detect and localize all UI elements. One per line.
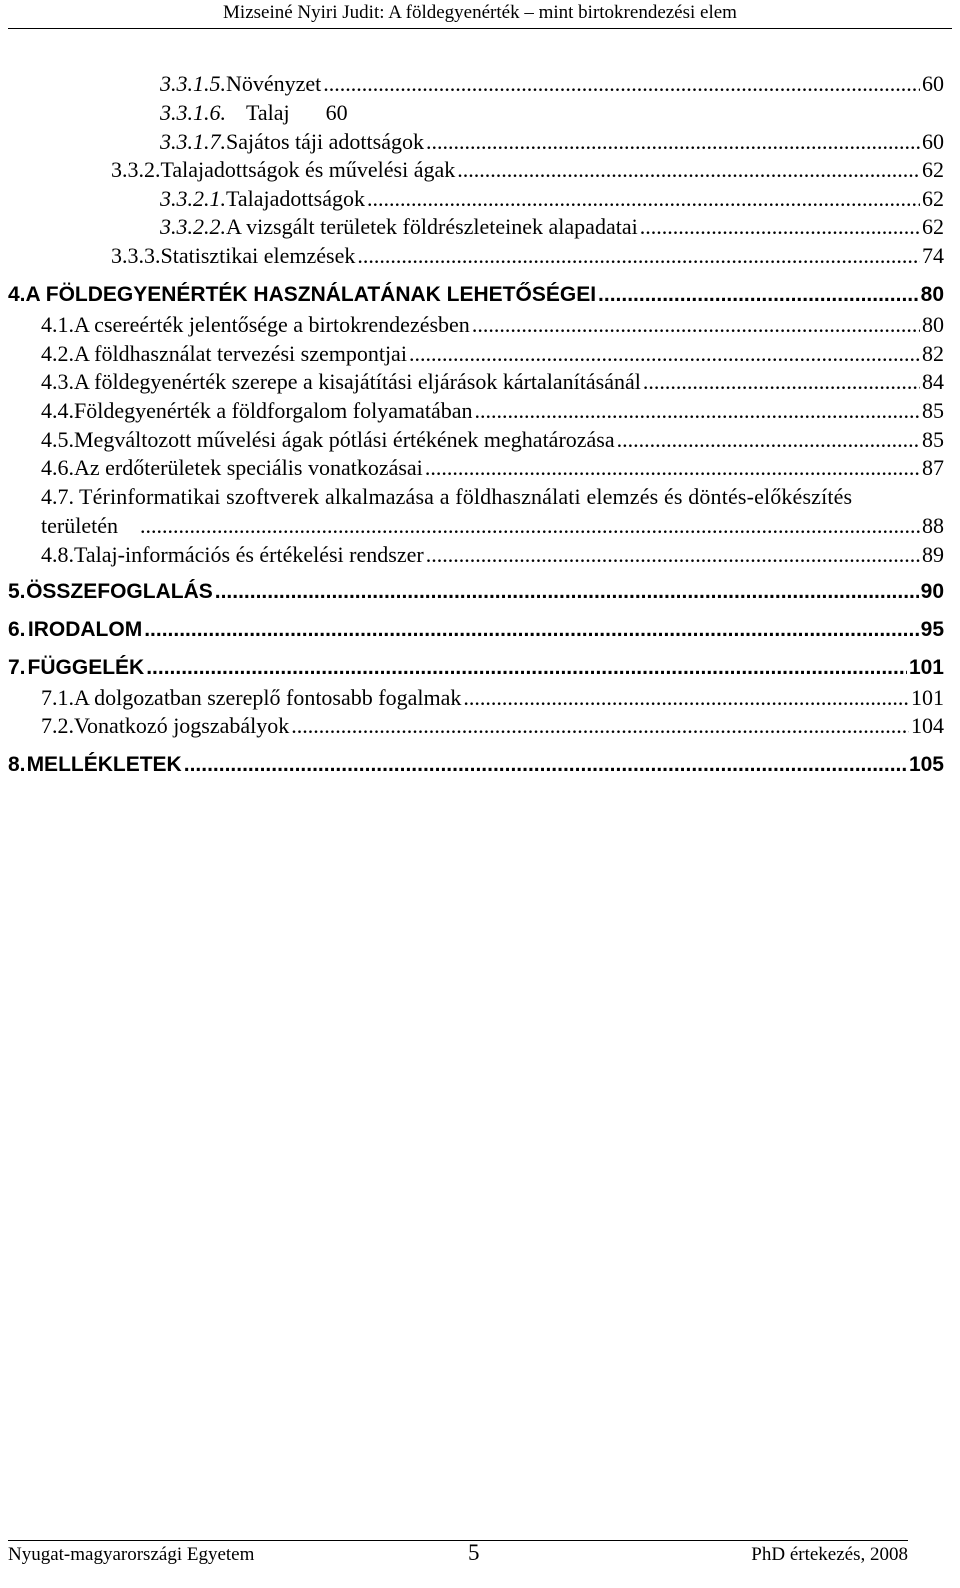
toc-entry-title: MELLÉKLETEK <box>26 753 182 776</box>
toc-entry-6[interactable] <box>8 618 944 642</box>
toc-entry-4[interactable] <box>8 283 944 307</box>
toc-entry-title: IRODALOM <box>27 618 143 641</box>
page-footer <box>8 1542 908 1572</box>
toc-entry-number: 4.4. <box>41 398 74 423</box>
toc-entry-number: 4. <box>8 283 26 306</box>
toc-entry-number: 4.2. <box>41 341 74 366</box>
toc-entry-page: 60 <box>922 129 944 154</box>
toc-entry-number: 3.3.1.6. <box>160 100 226 125</box>
toc-entry-number: 7.1. <box>41 685 74 710</box>
toc-dot-leader <box>367 186 920 212</box>
toc-entry-number: 3.3.1.5. <box>160 71 226 96</box>
toc-entry-number: 7.2. <box>41 713 74 738</box>
toc-entry-page: 60 <box>325 100 348 125</box>
toc-entry-number: 8. <box>8 753 26 776</box>
toc-entry-title: Megváltozott művelési ágak pótlási értékének meghatározása <box>74 427 615 452</box>
toc-entry-3-3-2-2[interactable] <box>160 214 944 240</box>
toc-entry-page: 104 <box>911 713 944 738</box>
toc-entry-3-3-2-1[interactable] <box>160 186 944 212</box>
toc-entry-title: A földegyenérték szerepe a kisajátítási eljárások kártalanításánál <box>74 369 641 394</box>
toc-entry-title: Talajadottságok <box>226 186 365 211</box>
toc-entry-number: 3.3.1.7. <box>160 129 226 154</box>
toc-entry-7-2[interactable] <box>41 713 944 739</box>
toc-dot-leader <box>357 243 920 269</box>
toc-entry-4-4[interactable] <box>41 398 944 424</box>
toc-entry-title: A vizsgált területek földrészleteinek alapadatai <box>226 214 638 239</box>
toc-entry-title: A FÖLDEGYENÉRTÉK HASZNÁLATÁNAK LEHETŐSÉGEI <box>25 283 597 306</box>
toc-entry-number: 7. <box>8 656 26 679</box>
toc-entry-page: 101 <box>911 685 944 710</box>
toc-entry-number: 4.5. <box>41 427 74 452</box>
toc-entry-title: A csereérték jelentősége a birtokrendezésben <box>74 312 470 337</box>
toc-dot-leader <box>409 341 920 367</box>
toc-entry-page: 82 <box>922 341 944 366</box>
toc-entry-title: FÜGGELÉK <box>27 656 145 679</box>
toc-entry-number: 3.3.2. <box>111 157 161 182</box>
footer-document-type: PhD értekezés, 2008 <box>751 1544 908 1565</box>
toc-entry-number: 4.3. <box>41 369 74 394</box>
toc-entry-4-2[interactable] <box>41 341 944 367</box>
toc-entry-5[interactable] <box>8 580 944 604</box>
toc-entry-number: 4.6. <box>41 455 74 480</box>
toc-dot-leader <box>617 427 920 453</box>
toc-entry-3-3-1-6[interactable] <box>160 100 348 126</box>
toc-entry-page: 62 <box>922 214 944 239</box>
toc-entry-page: 85 <box>922 398 944 423</box>
toc-entry-title: Földegyenérték a földforgalom folyamatában <box>74 398 473 423</box>
toc-entry-title: A dolgozatban szereplő fontosabb fogalmak <box>74 685 462 710</box>
toc-dot-leader <box>598 283 919 307</box>
toc-dot-leader <box>472 312 920 338</box>
toc-entry-page: 95 <box>920 618 944 641</box>
toc-entry-4-7[interactable] <box>41 484 944 510</box>
toc-entry-3-3-1-5[interactable] <box>160 71 944 97</box>
running-header-text: Mizseiné Nyiri Judit: A földegyenérték – mint birtokrendezési elem <box>223 2 737 23</box>
toc-entry-number: 3.3.2.1. <box>160 186 226 211</box>
toc-entry-title: Sajátos táji adottságok <box>226 129 424 154</box>
toc-dot-leader <box>146 656 907 680</box>
toc-entry-title: Talajadottságok és művelési ágak <box>160 157 456 182</box>
toc-entry-4-6[interactable] <box>41 455 944 481</box>
toc-entry-number: 4.7. <box>41 484 74 509</box>
toc-entry-4-3[interactable] <box>41 369 944 395</box>
toc-entry-4-1[interactable] <box>41 312 944 338</box>
toc-entry-title: ÖSSZEFOGLALÁS <box>26 580 213 603</box>
toc-dot-leader <box>215 580 919 604</box>
toc-entry-page: 74 <box>922 243 944 268</box>
toc-entry-number: 5. <box>8 580 26 603</box>
toc-entry-title-continued: területén <box>41 513 118 538</box>
toc-entry-page: 85 <box>922 427 944 452</box>
toc-entry-page: 89 <box>922 542 944 567</box>
toc-entry-page: 62 <box>922 186 944 211</box>
toc-dot-leader <box>426 129 920 155</box>
toc-dot-leader <box>425 455 920 481</box>
toc-entry-page: 88 <box>922 513 944 538</box>
toc-entry-4-7-continued[interactable] <box>41 513 944 539</box>
toc-dot-leader <box>140 513 920 539</box>
toc-entry-number: 6. <box>8 618 26 641</box>
toc-entry-page: 80 <box>922 312 944 337</box>
toc-entry-number: 3.3.2.2. <box>160 214 226 239</box>
toc-entry-title: Növényzet <box>226 71 322 96</box>
page-number: 5 <box>468 1540 480 1565</box>
toc-entry-page: 62 <box>922 157 944 182</box>
toc-entry-page: 101 <box>908 656 944 679</box>
toc-dot-leader <box>426 542 920 568</box>
toc-dot-leader <box>144 618 918 642</box>
toc-entry-4-5[interactable] <box>41 427 944 453</box>
toc-entry-title: Vonatkozó jogszabályok <box>74 713 290 738</box>
toc-entry-page: 84 <box>922 369 944 394</box>
toc-entry-title: A földhasználat tervezési szempontjai <box>74 341 407 366</box>
toc-dot-leader <box>291 713 909 739</box>
toc-entry-title: Térinformatikai szoftverek alkalmazása a földhasználati elemzés és döntés-előkészítés <box>79 484 853 509</box>
toc-entry-3-3-2[interactable] <box>111 157 944 183</box>
toc-entry-page: 90 <box>920 580 944 603</box>
toc-entry-title: Az erdőterületek speciális vonatkozásai <box>74 455 423 480</box>
toc-entry-8[interactable] <box>8 753 944 777</box>
toc-entry-title: Statisztikai elemzések <box>160 243 356 268</box>
toc-entry-title: Talaj <box>246 100 290 125</box>
toc-entry-3-3-3[interactable] <box>111 243 944 269</box>
toc-entry-page: 60 <box>922 71 944 96</box>
toc-dot-leader <box>475 398 920 424</box>
toc-entry-7-1[interactable] <box>41 685 944 711</box>
toc-entry-number: 4.1. <box>41 312 74 337</box>
toc-entry-title: Talaj-információs és értékelési rendszer <box>74 542 424 567</box>
toc-dot-leader <box>184 753 907 777</box>
toc-entry-page: 87 <box>922 455 944 480</box>
footer-divider <box>8 1540 908 1541</box>
toc-dot-leader <box>463 685 909 711</box>
toc-entry-number: 3.3.3. <box>111 243 161 268</box>
footer-institution: Nyugat-magyarországi Egyetem <box>8 1544 255 1565</box>
toc-dot-leader <box>640 214 920 240</box>
toc-entry-7[interactable] <box>8 656 944 680</box>
toc-dot-leader <box>643 369 920 395</box>
toc-entry-number: 4.8. <box>41 542 74 567</box>
toc-dot-leader <box>457 157 920 183</box>
toc-entry-page: 105 <box>908 753 944 776</box>
header-divider <box>8 28 952 29</box>
toc-entry-page: 80 <box>920 283 944 306</box>
toc-dot-leader <box>323 71 920 97</box>
toc-entry-3-3-1-7[interactable] <box>160 129 944 155</box>
toc-entry-4-8[interactable] <box>41 542 944 568</box>
